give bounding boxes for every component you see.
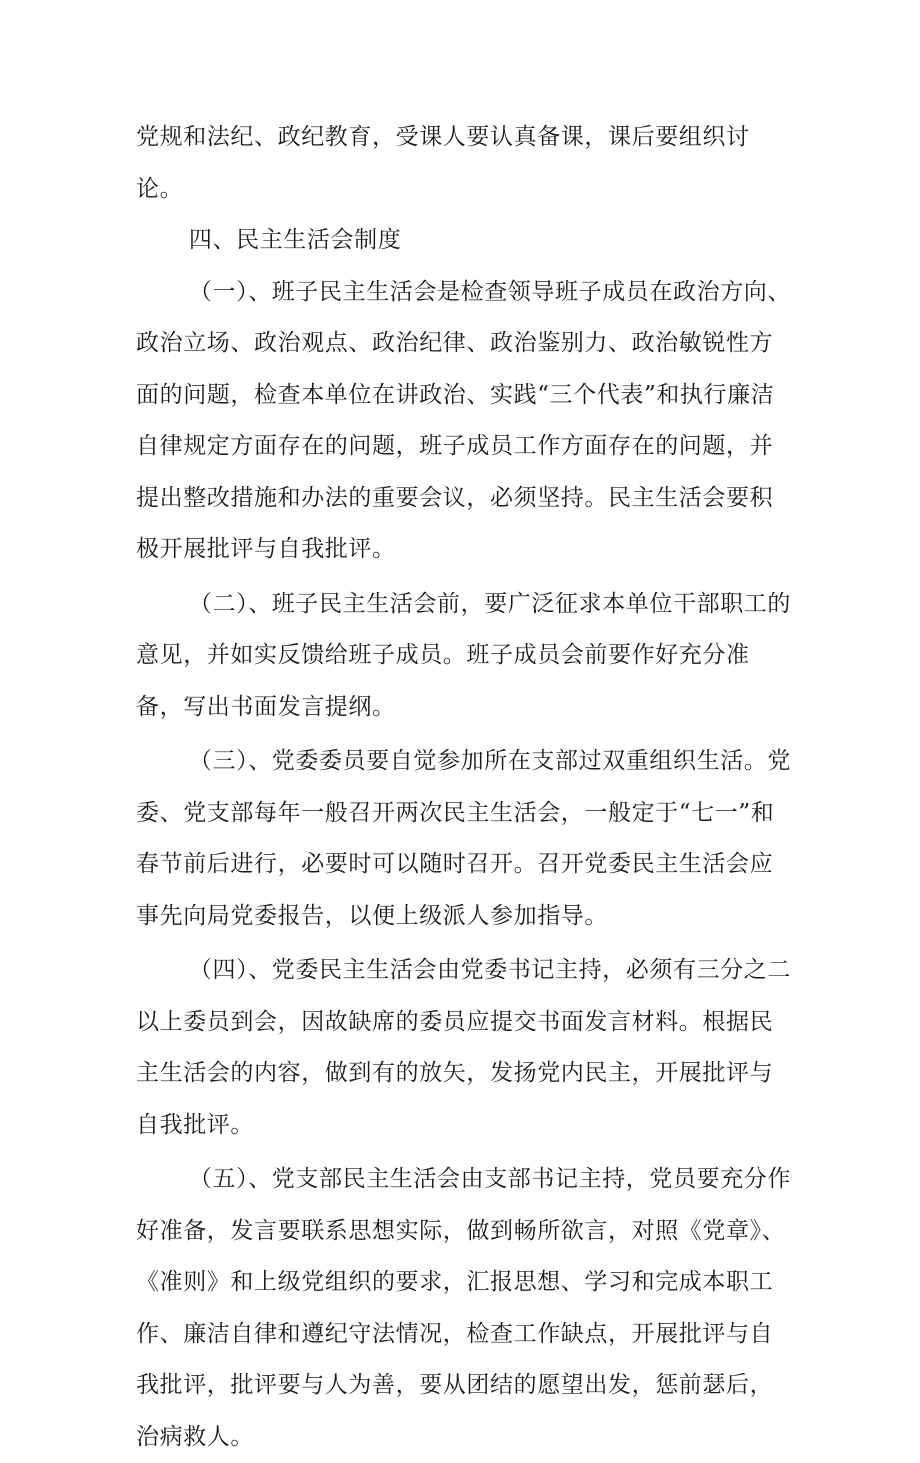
paragraph-4: （四）、党委民主生活会由党委书记主持，必须有三分之二以上委员到会，因故缺席的委员应提交书面发言材料。根据民主生活会的内容，做到有的放矢，发扬党内民主，开展批评与自我批评。 xyxy=(136,957,791,1138)
paragraph-1: （一）、班子民主生活会是检查领导班子成员在政治方向、政治立场、政治观点、政治纪律、政治鉴别力、政治敏锐性方面的问题，检查本单位在讲政治、实践“三个代表”和执行廉洁自律规定方面存在的问题，班子成员工作方面存在的问题，并提出整改措施和办法的重要会议，必须坚持。民主生活会要积极开展批评与自我批评。 xyxy=(136,278,791,562)
paragraph-3: （三）、党委委员要自觉参加所在支部过双重组织生活。党委、党支部每年一般召开两次民主生活会，一般定于“七一”和春节前后进行，必要时可以随时召开。召开党委民主生活会应事先向局党委报告，以便上级派人参加指导。 xyxy=(136,748,791,929)
paragraph-2: （二）、班子民主生活会前，要广泛征求本单位干部职工的意见，并如实反馈给班子成员。班子成员会前要作好充分准备，写出书面发言提纲。 xyxy=(136,590,791,720)
continuation-text: 党规和法纪、政纪教育，受课人要认真备课，课后要组织讨论。 xyxy=(136,124,750,202)
paragraph-5: （五）、党支部民主生活会由支部书记主持，党员要充分作好准备，发言要联系思想实际，做到畅所欲言，对照《党章》、《准则》和上级党组织的要求，汇报思想、学习和完成本职工作、廉洁自律和遵纪守法情况，检查工作缺点，开展批评与自我批评，批评要与人为善，要从团结的愿望出发，惩前瑟后，治病救人。 xyxy=(136,1166,791,1450)
section-heading: 四、民主生活会制度 xyxy=(188,227,402,253)
document-body xyxy=(136,112,791,1463)
